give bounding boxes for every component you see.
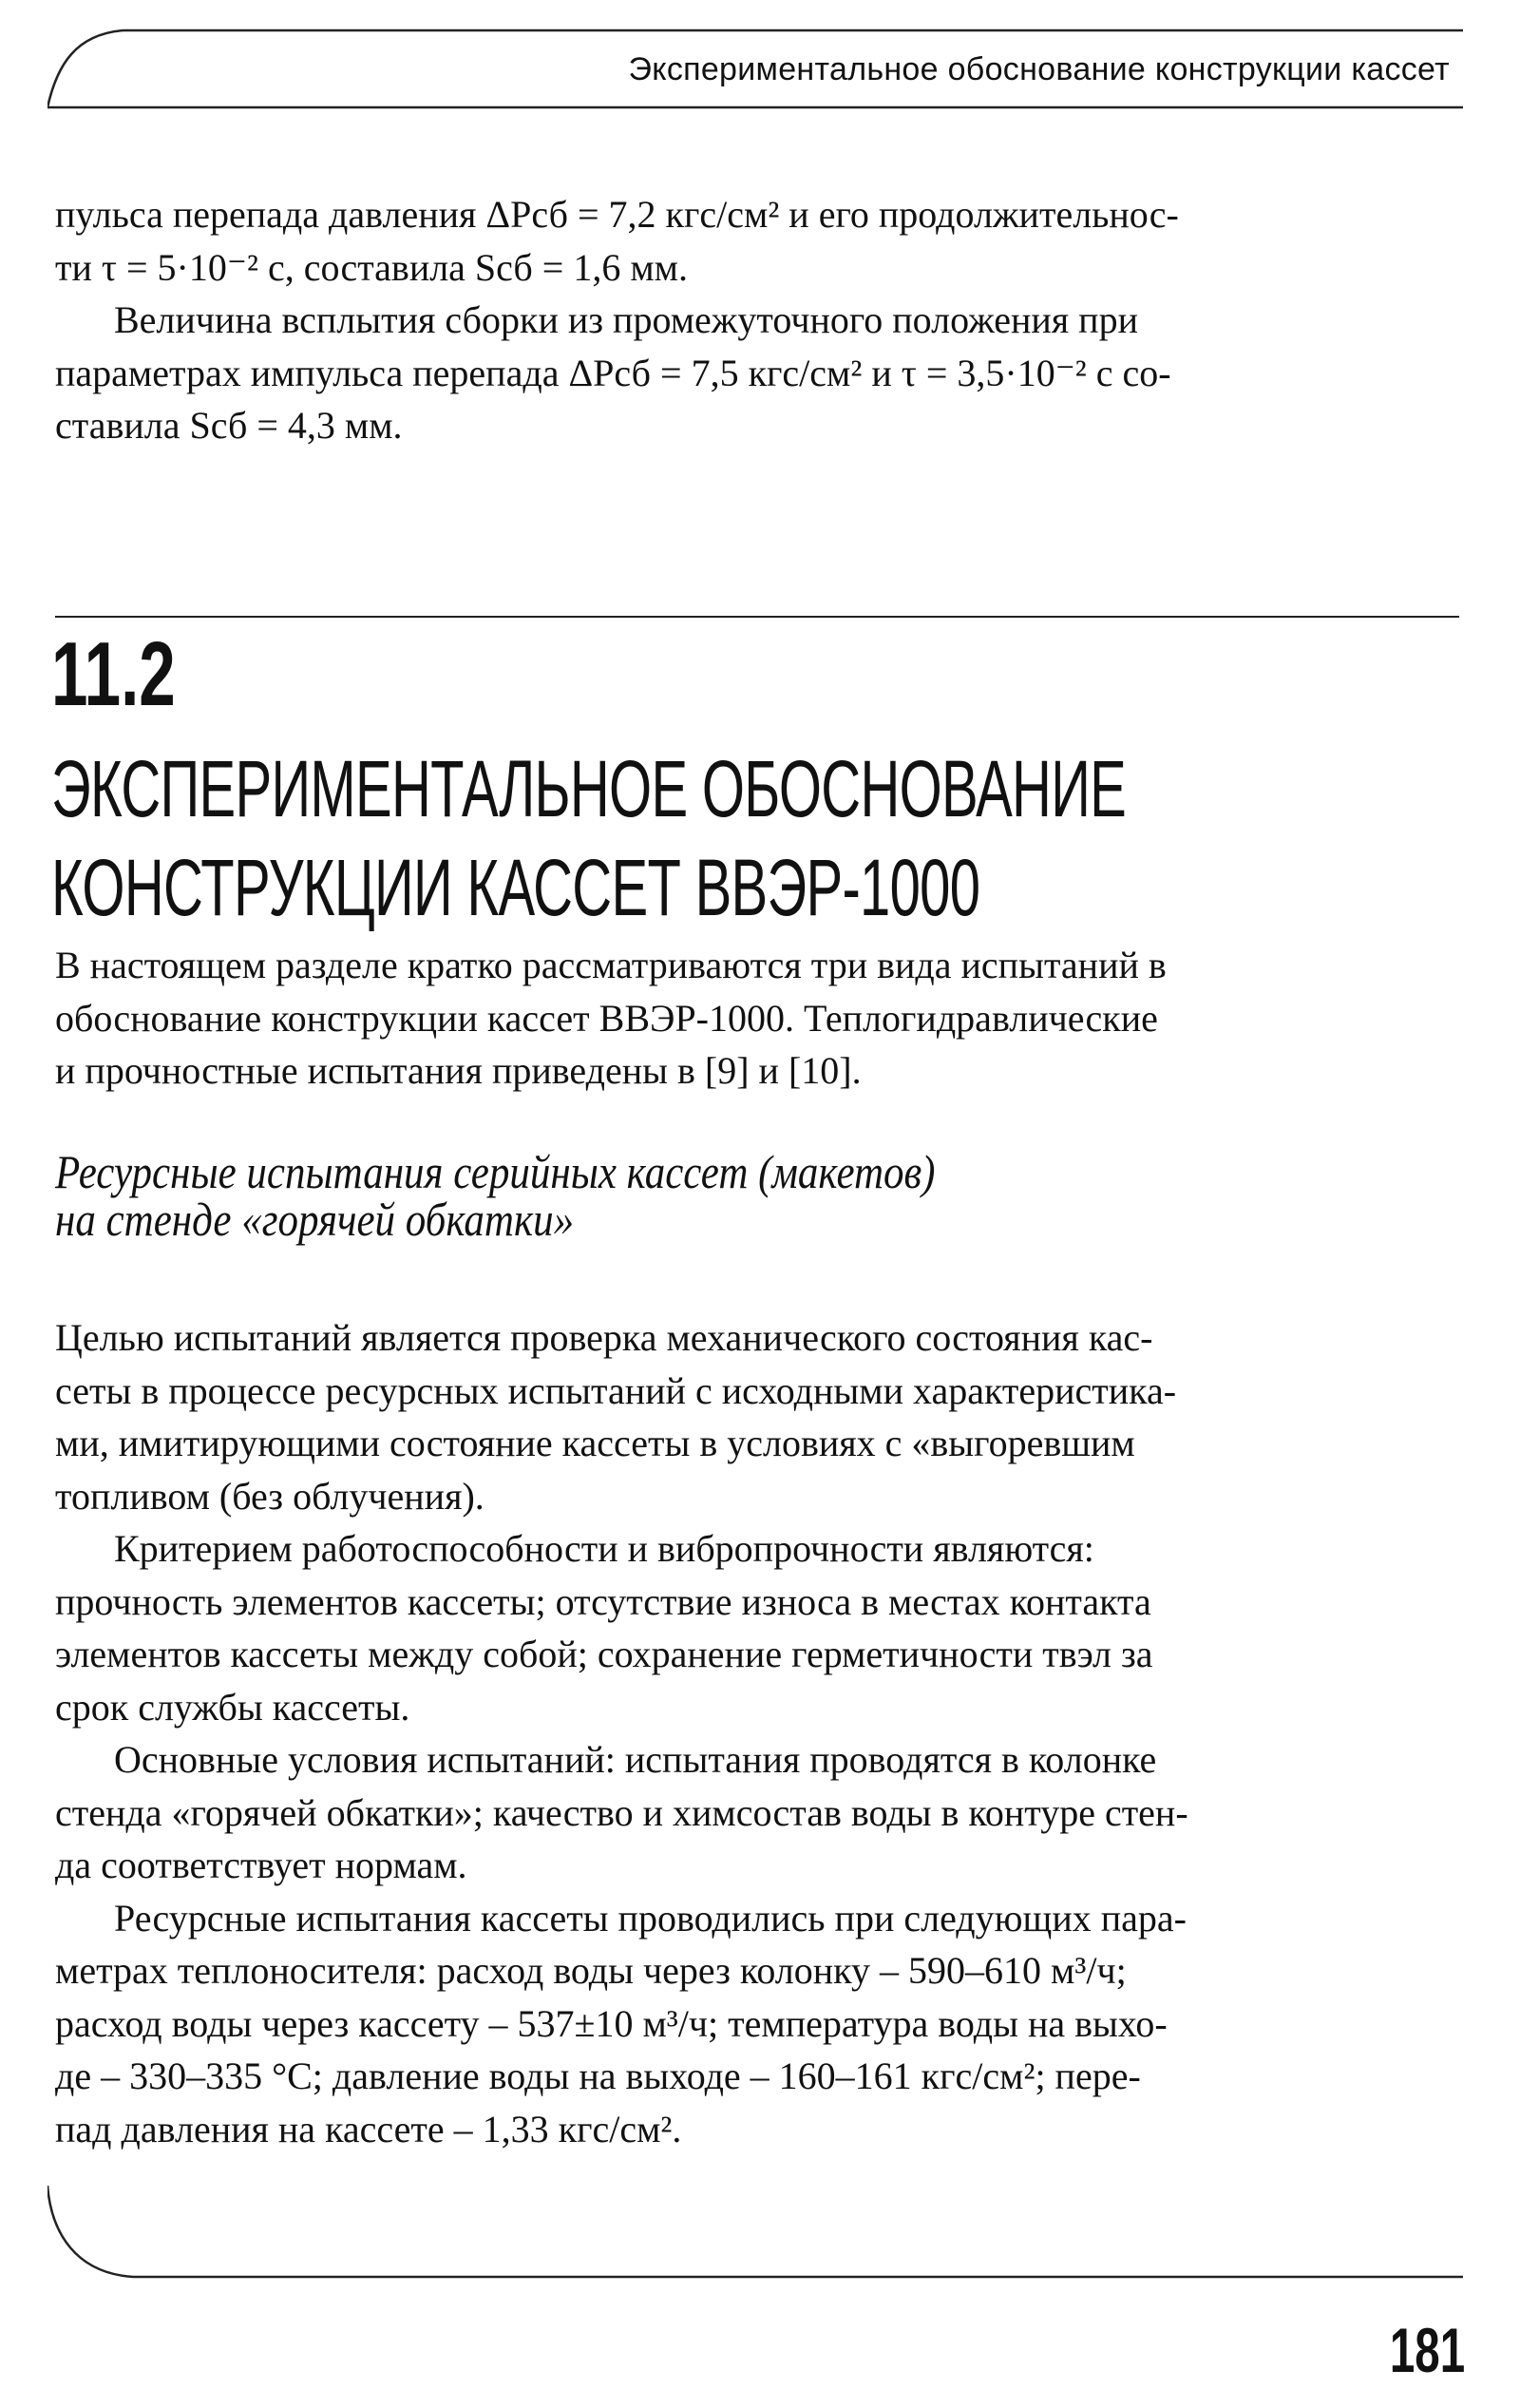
text-line: да соответствует нормам. bbox=[55, 1844, 467, 1886]
section-intro-paragraph bbox=[55, 939, 1459, 1098]
section-title-line-1: ЭКСПЕРИМЕНТАЛЬНОЕ ОБОСНОВАНИЕ bbox=[51, 744, 1127, 833]
text-line: стенда «горячей обкатки»; качество и химсостав воды в контуре стен- bbox=[55, 1790, 1188, 1834]
text-line: ти τ = 5·10⁻² с, составила Sсб = 1,6 мм. bbox=[55, 245, 688, 289]
body-paragraph-1 bbox=[55, 1311, 1459, 1522]
text-line: пад давления на кассете – 1,33 кгс/см². bbox=[55, 2107, 682, 2150]
subsection-title bbox=[55, 1145, 936, 1246]
section-title-line-2: КОНСТРУКЦИИ КАССЕТ ВВЭР-1000 bbox=[51, 843, 980, 932]
subsection-title-line-1: Ресурсные испытания серийных кассет (макетов) bbox=[55, 1145, 936, 1198]
text-line: Критерием работоспособности и вибропрочности являются: bbox=[114, 1527, 1094, 1570]
intro-text bbox=[55, 188, 1459, 452]
text-line: расход воды через кассету – 537±10 м³/ч; температура воды на выхо- bbox=[55, 2001, 1168, 2045]
subsection-title-line-2: на стенде «горячей обкатки» bbox=[55, 1193, 575, 1246]
footer-rule bbox=[48, 2186, 1463, 2281]
body-paragraph-4 bbox=[55, 1892, 1459, 2156]
text-line: Основные условия испытаний: испытания проводятся в колонке bbox=[114, 1738, 1157, 1781]
text-line: обоснование конструкции кассет ВВЭР-1000. Теплогидравлические bbox=[55, 996, 1158, 1040]
text-line: пульса перепада давления ΔPсб = 7,2 кгс/см² и его продолжительнос- bbox=[55, 193, 1179, 236]
text-line: ставила Sсб = 4,3 мм. bbox=[55, 404, 403, 447]
text-line: и прочностные испытания приведены в [9] и [10]. bbox=[55, 1049, 862, 1092]
text-line: сеты в процессе ресурсных испытаний с исходными характеристика- bbox=[55, 1368, 1177, 1412]
section-intro bbox=[55, 939, 1459, 1098]
section-rule bbox=[55, 616, 1459, 618]
text-line: параметрах импульса перепада ΔPсб = 7,5 кгс/см² и τ = 3,5·10⁻² с со- bbox=[55, 351, 1171, 394]
intro-paragraph-1 bbox=[55, 188, 1459, 294]
text-line: ми, имитирующими состояние кассеты в условиях с «выгоревшим bbox=[55, 1422, 1135, 1464]
body-paragraph-2 bbox=[55, 1522, 1459, 1733]
text-line: Целью испытаний является проверка механического состояния кас- bbox=[55, 1316, 1153, 1359]
text-line: элементов кассеты между собой; сохранение герметичности твэл за bbox=[55, 1633, 1153, 1675]
intro-paragraph-2 bbox=[55, 294, 1459, 452]
section-number: 11.2 bbox=[51, 623, 176, 725]
text-line: метрах теплоносителя: расход воды через колонку – 590–610 м³/ч; bbox=[55, 1949, 1127, 1992]
running-title: Экспериментальное обоснование конструкции кассет bbox=[628, 51, 1450, 87]
text-line: Величина всплытия сборки из промежуточного положения при bbox=[114, 298, 1138, 341]
text-line: де – 330–335 °С; давление воды на выходе – 160–161 кгс/см²; пере- bbox=[55, 2054, 1141, 2097]
text-line: В настоящем разделе кратко рассматриваются три вида испытаний в bbox=[55, 944, 1167, 986]
body-text bbox=[55, 1311, 1459, 2155]
text-line: срок службы кассеты. bbox=[55, 1685, 410, 1729]
section-title bbox=[51, 739, 1126, 937]
text-line: Ресурсные испытания кассеты проводились при следующих пара- bbox=[114, 1896, 1187, 1940]
text-line: прочность элементов кассеты; отсутствие износа в местах контакта bbox=[55, 1579, 1151, 1623]
text-line: топливом (без облучения). bbox=[55, 1474, 484, 1518]
body-paragraph-3 bbox=[55, 1733, 1459, 1892]
page-number: 181 bbox=[1389, 2315, 1465, 2385]
